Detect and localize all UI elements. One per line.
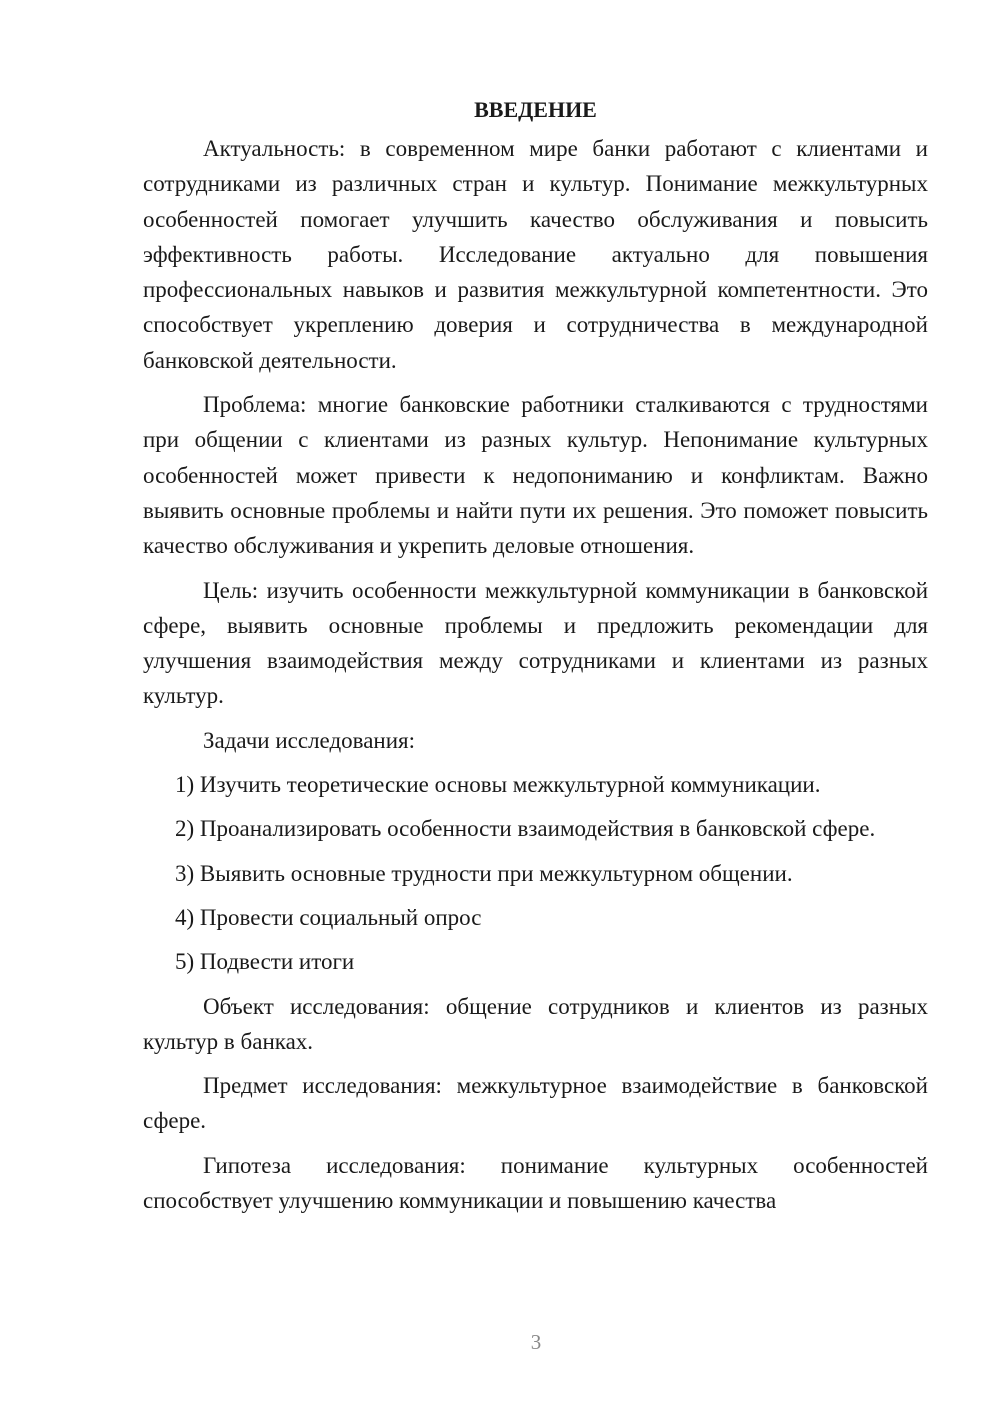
task-item-5: 5) Подвести итоги — [175, 949, 355, 975]
paragraph-relevance: Актуальность: в современном мире банки работают с клиентами и сотрудниками из различных стран и культур. Понимание межкультурных особенностей помогает улучшить качество обслуживания и повысить эффективность работы. Исследование актуально для повышения профессиональных навыков и развития межкультурной компетентности. Это способствует укреплению доверия и сотрудничества в международной банковской деятельности. — [143, 136, 928, 373]
task-item-1: 1) Изучить теоретические основы межкультурной коммуникации. — [175, 772, 821, 798]
task-item-4: 4) Провести социальный опрос — [175, 904, 482, 930]
task-item-3: 3) Выявить основные трудности при межкультурном общении. — [175, 860, 793, 886]
paragraph-tasks-heading: Задачи исследования: — [203, 727, 416, 753]
paragraph-hypothesis: Гипотеза исследования: понимание культурных особенностей способствует улучшению коммуникации и повышению качества — [143, 1152, 928, 1214]
paragraph-problem: Проблема: многие банковские работники сталкиваются с трудностями при общении с клиентами из разных культур. Непонимание культурных особенностей может привести к недопониманию и конфликтам. Важно выявить основные проблемы и найти пути их решения. Это поможет повысить качество обслуживания и укрепить деловые отношения. — [143, 392, 928, 559]
section-title: ВВЕДЕНИЕ — [474, 97, 597, 122]
page-content — [143, 92, 928, 1227]
page-number: 3 — [530, 1330, 542, 1354]
paragraph-object: Объект исследования: общение сотрудников и клиентов из разных культур в банках. — [143, 993, 928, 1054]
task-item-2: 2) Проанализировать особенности взаимодействия в банковской сфере. — [175, 816, 876, 842]
paragraph-goal: Цель: изучить особенности межкультурной коммуникации в банковской сфере, выявить основные проблемы и предложить рекомендации для улучшения взаимодействия между сотрудниками и клиентами из разных культур. — [143, 577, 928, 709]
paragraph-subject: Предмет исследования: межкультурное взаимодействие в банковской сфере. — [143, 1073, 928, 1134]
